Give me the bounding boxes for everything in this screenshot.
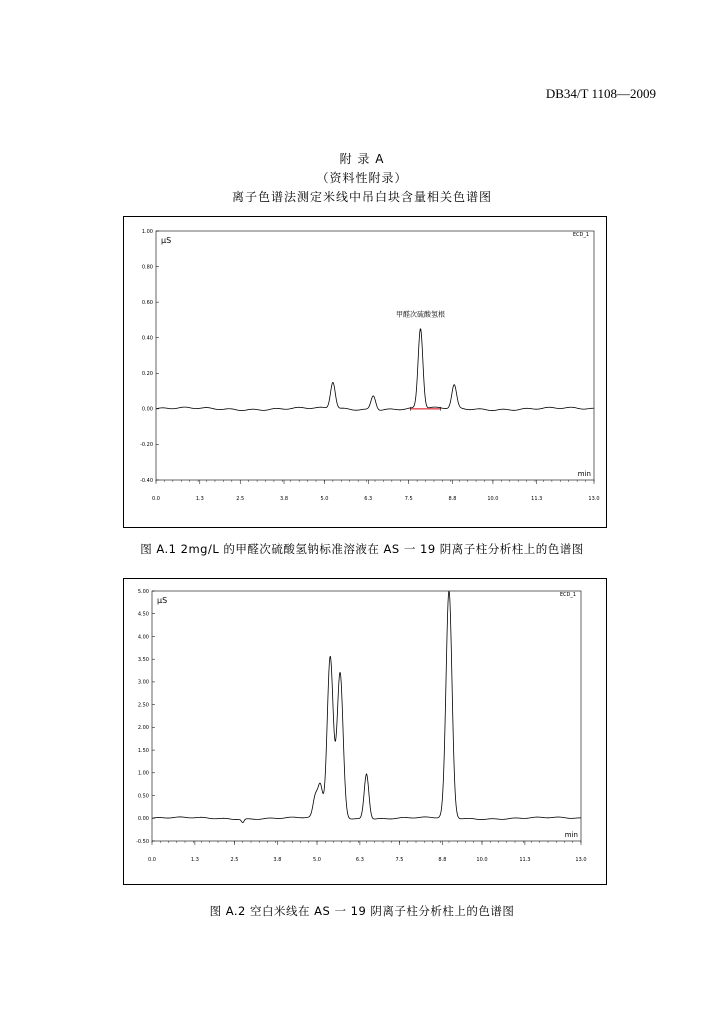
y-tick-label: 0.50 [137, 793, 149, 800]
figure-caption-a2: 图 A.2 空白米线在 AS 一 19 阴离子柱分析柱上的色谱图 [209, 904, 515, 918]
chromatogram-a1 [124, 217, 606, 527]
x-tick-label: 11.3 [519, 857, 531, 863]
y-tick-label: -0.40 [140, 477, 153, 484]
y-tick-label: 1.50 [137, 747, 149, 754]
figure-caption-a1: 图 A.1 2mg/L 的甲醛次硫酸氢钠标准溶液在 AS 一 19 阴离子柱分析柱上的色谱图 [140, 542, 584, 556]
y-axis-label: µS [161, 236, 172, 245]
x-tick-label: 8.8 [438, 857, 447, 863]
y-tick-label: 2.50 [137, 702, 149, 709]
y-tick-label: 1.00 [141, 228, 153, 235]
y-tick-label: 4.50 [137, 611, 149, 618]
y-tick-label: 4.00 [137, 634, 149, 641]
x-tick-label: 8.8 [448, 496, 457, 502]
y-tick-label: 0.00 [141, 406, 153, 413]
x-tick-label: 13.0 [588, 496, 600, 502]
x-tick-label: 6.3 [364, 496, 373, 502]
y-tick-label: 0.00 [137, 816, 149, 823]
x-tick-label: 5.0 [320, 496, 329, 502]
y-tick-label: 2.00 [137, 725, 149, 732]
y-tick-label: 0.40 [141, 335, 153, 342]
x-tick-label: 2.5 [236, 496, 245, 502]
x-tick-label: 3.8 [280, 496, 289, 502]
x-axis-label: min [564, 831, 578, 839]
plot-area [156, 231, 594, 480]
x-tick-label: 0.0 [148, 857, 156, 863]
x-axis-label: min [577, 470, 591, 478]
y-tick-label: 3.00 [137, 679, 149, 686]
x-tick-label: 1.3 [190, 857, 199, 863]
y-tick-label: 0.80 [141, 264, 153, 271]
x-tick-label: 7.5 [404, 496, 413, 502]
appendix-subtitle: （资料性附录） [316, 171, 408, 185]
legend-label: ECD_1 [559, 592, 576, 598]
legend-label: ECD_1 [572, 232, 589, 238]
x-tick-label: 1.3 [195, 496, 204, 502]
x-tick-label: 13.0 [575, 857, 587, 863]
y-tick-label: -0.50 [136, 838, 149, 845]
y-tick-label: 5.00 [137, 588, 149, 595]
chromatogram-frame-a1 [123, 216, 607, 528]
x-tick-label: 0.0 [152, 496, 160, 502]
chromatogram-a2 [124, 579, 606, 884]
appendix-title: 附 录 A [339, 152, 385, 166]
plot-area [152, 591, 581, 841]
chromatogram-frame-a2 [123, 578, 607, 885]
x-tick-label: 5.0 [313, 857, 321, 863]
peak-annotation: 甲醛次硫酸氢根 [395, 310, 445, 319]
x-tick-label: 11.3 [531, 496, 543, 502]
chromatogram-trace [156, 329, 594, 411]
y-axis-label: µS [157, 596, 168, 605]
chromatogram-trace [152, 591, 581, 823]
x-tick-label: 3.8 [273, 857, 282, 863]
y-tick-label: 3.50 [137, 656, 149, 663]
y-tick-label: 0.20 [141, 371, 153, 378]
y-tick-label: 0.60 [141, 299, 153, 306]
x-tick-label: 7.5 [395, 857, 404, 863]
x-tick-label: 10.0 [487, 496, 499, 502]
y-tick-label: -0.20 [140, 442, 153, 449]
x-tick-label: 10.0 [476, 857, 488, 863]
x-tick-label: 2.5 [230, 857, 239, 863]
y-tick-label: 1.00 [137, 770, 149, 777]
standard-code: DB34/T 1108—2009 [545, 86, 656, 101]
appendix-heading: 离子色谱法测定米线中吊白块含量相关色谱图 [231, 190, 492, 204]
x-tick-label: 6.3 [355, 857, 364, 863]
